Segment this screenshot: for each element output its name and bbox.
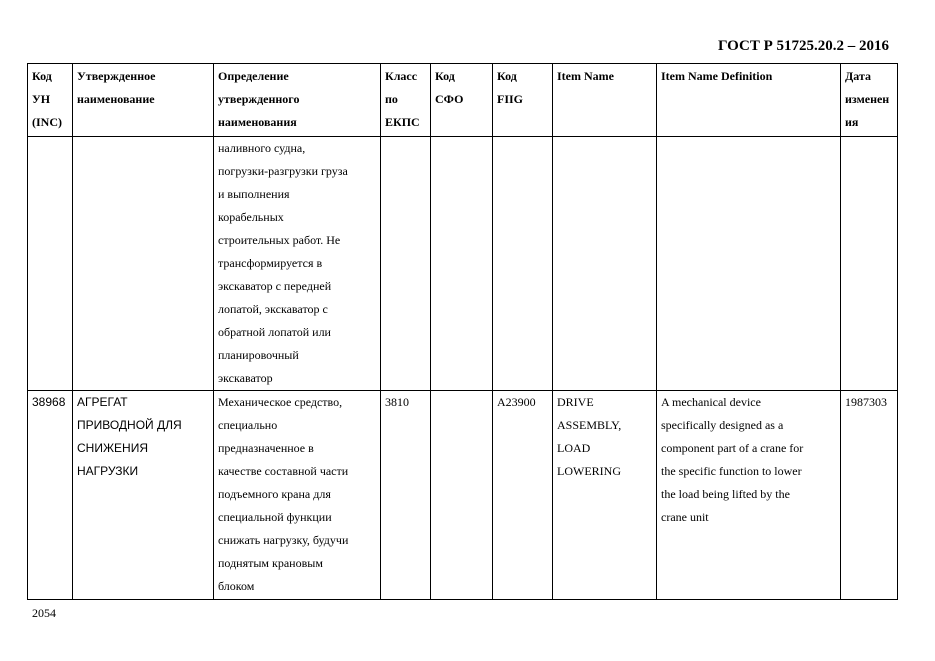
cell-item-name-definition <box>657 137 841 391</box>
column-header-approved-name: Утвержденное наименование <box>73 64 214 137</box>
column-header-definition: Определение утвержденного наименования <box>214 64 381 137</box>
cell-definition: наливного судна, погрузки-разгрузки груза и выполнения корабельных строительных работ. Не трансформируется в экскаватор с передней лопатой, экскаватор с обратной лопатой или планировочный экскаватор <box>214 137 381 391</box>
column-header-fiig-code: Код FIIG <box>493 64 553 137</box>
cell-sfo-code <box>431 391 493 600</box>
column-header-sfo-code: Код СФО <box>431 64 493 137</box>
cell-item-name-definition: A mechanical device specifically designed as a component part of a crane for the specific function to lower the load being lifted by the crane unit <box>657 391 841 600</box>
cell-sfo-code <box>431 137 493 391</box>
cell-definition: Механическое средство, специально предназначенное в качестве составной части подъемного крана для специальной функции снижать нагрузку, будучи поднятым крановым блоком <box>214 391 381 600</box>
column-header-ekps-class: Класс по ЕКПС <box>381 64 431 137</box>
table-header-row <box>28 64 898 137</box>
cell-fiig-code <box>493 137 553 391</box>
cell-approved-name: АГРЕГАТ ПРИВОДНОЙ ДЛЯ СНИЖЕНИЯ НАГРУЗКИ <box>73 391 214 600</box>
table-row <box>28 137 898 391</box>
column-header-item-name-definition: Item Name Definition <box>657 64 841 137</box>
catalog-table <box>27 63 898 600</box>
column-header-inc: Код УН (INC) <box>28 64 73 137</box>
cell-ekps-class <box>381 137 431 391</box>
cell-change-date <box>841 137 898 391</box>
cell-item-name: DRIVE ASSEMBLY, LOAD LOWERING <box>553 391 657 600</box>
cell-ekps-class: 3810 <box>381 391 431 600</box>
document-standard-header: ГОСТ Р 51725.20.2 – 2016 <box>717 38 889 54</box>
page-number: 2054 <box>32 606 56 620</box>
cell-change-date: 1987303 <box>841 391 898 600</box>
cell-inc <box>28 137 73 391</box>
table-row <box>28 391 898 600</box>
cell-approved-name <box>73 137 214 391</box>
cell-item-name <box>553 137 657 391</box>
cell-fiig-code: A23900 <box>493 391 553 600</box>
column-header-change-date: Дата изменен ия <box>841 64 898 137</box>
column-header-item-name: Item Name <box>553 64 657 137</box>
cell-inc: 38968 <box>28 391 73 600</box>
